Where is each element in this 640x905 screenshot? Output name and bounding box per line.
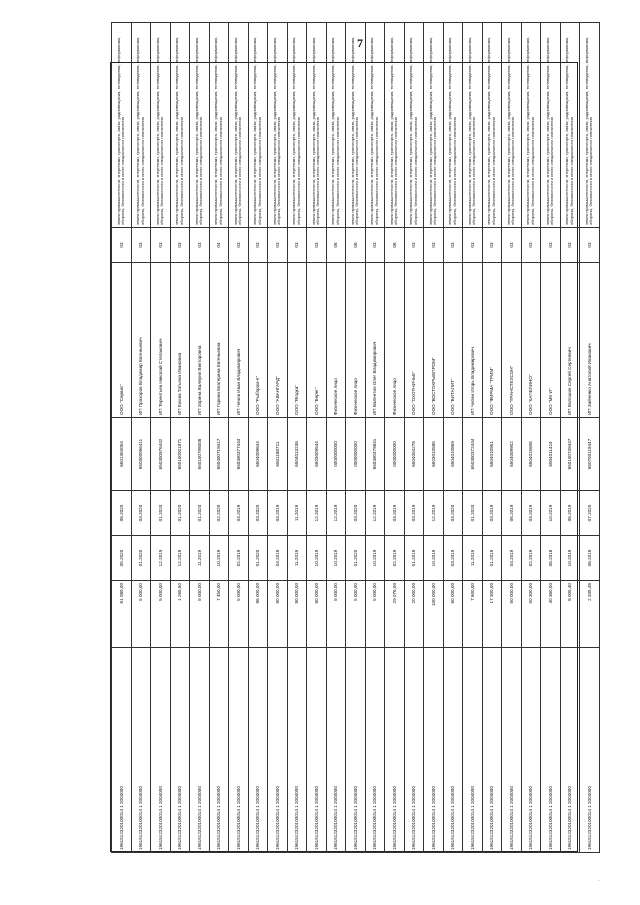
cell-area: 20 000,00: [404, 581, 424, 648]
cell-date-end: 01.2020: [151, 491, 171, 536]
cell-area: 80 000,00: [268, 581, 288, 648]
cell-cadastral-code: 1961512320100014 1 2004000: [326, 648, 346, 853]
cell-description: земли промышленности, энергетики, транспорта, связи, радиовещания, телевидения, информатики, обороны, безопасности и иного специального назначения: [580, 23, 600, 228]
cell-description: земли промышленности, энергетики, транспорта, связи, радиовещания, телевидения, информатики, обороны, безопасности и иного специального назначения: [287, 23, 307, 228]
cell-description: земли промышленности, энергетики, транспорта, связи, радиовещания, телевидения, информатики, обороны, безопасности и иного специального назначения: [268, 23, 288, 228]
cell-owner: ООО "Берег": [307, 263, 327, 418]
table-row: [541, 23, 561, 853]
cell-area: 100 000,00: [424, 581, 444, 648]
cell-area: 5 000,00: [326, 581, 346, 648]
table-row: [443, 23, 463, 853]
cell-class: 06: [346, 228, 366, 263]
cell-cadastral-code: 1961512320100014 1 2004000: [248, 648, 268, 853]
table-row: [307, 23, 327, 853]
cell-date-end: 04.2019: [229, 491, 249, 536]
cell-date-start: 11.2019: [190, 536, 210, 581]
cell-date-start: 10.2019: [424, 536, 444, 581]
cell-inn: 6503010585: [424, 418, 444, 491]
cell-area: 5 000,00: [131, 581, 151, 648]
cell-description: земли промышленности, энергетики, транспорта, связи, радиовещания, телевидения, информатики, обороны, безопасности и иного специального назначения: [482, 23, 502, 228]
cell-class: 04: [209, 228, 229, 263]
table-row: [482, 23, 502, 853]
cell-date-end: 10.2019: [541, 491, 561, 536]
cell-cadastral-code: 1961512320100014 1 2004000: [170, 648, 190, 853]
cell-cadastral-code: 1961512320100014 1 2004000: [424, 648, 444, 853]
cell-owner: ООО "ТРАНСТЕХСОН": [502, 263, 522, 418]
cell-cadastral-code: 1961512320100014 1 2004000: [112, 648, 132, 853]
cell-description: земли промышленности, энергетики, транспорта, связи, радиовещания, телевидения, информатики, обороны, безопасности и иного специального назначения: [326, 23, 346, 228]
cell-description: земли промышленности, энергетики, транспорта, связи, радиовещания, телевидения, информатики, обороны, безопасности и иного специального назначения: [385, 23, 405, 228]
cell-class: 03: [287, 228, 307, 263]
cell-inn: 6504015806: [521, 418, 541, 491]
cell-date-end: 11.2019: [287, 491, 307, 536]
cell-date-end: 07.2020: [580, 491, 600, 536]
cell-date-start: 01.2020: [131, 536, 151, 581]
cell-date-end: 06.2019: [560, 491, 580, 536]
cell-owner: ИП Ежова Татьяна Ивановна: [170, 263, 190, 418]
cell-class: 03: [170, 228, 190, 263]
cell-owner: ООО "Сервис": [112, 263, 132, 418]
cell-class: 03: [151, 228, 171, 263]
cell-class: 03: [404, 228, 424, 263]
cell-area: 50 300,00: [521, 581, 541, 648]
cell-owner: ИП Прохоров Владимир Евгеньевич: [131, 263, 151, 418]
cell-area: 50 000,00: [502, 581, 522, 648]
cell-class: 03: [482, 228, 502, 263]
table-row: [424, 23, 444, 853]
cell-class: 03: [424, 228, 444, 263]
cell-cadastral-code: 1961512320100014 1 2004000: [307, 648, 327, 853]
table-row: [326, 23, 346, 853]
cell-date-end: 06.2020: [112, 491, 132, 536]
cell-area: 5 000,00: [346, 581, 366, 648]
cell-date-start: 10.2019: [307, 536, 327, 581]
cell-cadastral-code: 1961512320100014 1 2004000: [287, 648, 307, 853]
table-row: [131, 23, 151, 853]
cell-date-start: 01.2019: [404, 536, 424, 581]
cell-date-end: 12.2019: [326, 491, 346, 536]
cell-description: земли промышленности, энергетики, транспорта, связи, радиовещания, телевидения, информатики, обороны, безопасности и иного специального назначения: [151, 23, 171, 228]
cell-date-start: 06.2019: [580, 536, 600, 581]
cell-inn: 6501188721: [268, 418, 288, 491]
cell-description: земли промышленности, энергетики, транспорта, связи, радиовещания, телевидения, информатики, обороны, безопасности и иного специального назначения: [424, 23, 444, 228]
cell-date-start: 11.2019: [287, 536, 307, 581]
cell-owner: ООО "ОХОТНИЧЬЕ": [404, 263, 424, 418]
cell-cadastral-code: 1961512320100014 1 2004000: [385, 648, 405, 853]
cell-date-start: 12.2019: [151, 536, 171, 581]
cell-date-end: 01.2020: [463, 491, 483, 536]
cell-inn: 6504010869: [443, 418, 463, 491]
cell-cadastral-code: 1961512320100014 1 2004000: [580, 648, 600, 853]
cell-area: 7 450,00: [209, 581, 229, 648]
cell-class: 03: [502, 228, 522, 263]
cell-class: 03: [521, 228, 541, 263]
cell-description: земли промышленности, энергетики, транспорта, связи, радиовещания, телевидения, информатики, обороны, безопасности и иного специального назначения: [521, 23, 541, 228]
cell-cadastral-code: 1961512320100014 1 2004000: [463, 648, 483, 853]
cell-date-start: 01.2019: [482, 536, 502, 581]
cell-inn: 0000000000: [385, 418, 405, 491]
cell-date-end: 03.2019: [404, 491, 424, 536]
cell-cadastral-code: 1961512320100014 1 2004000: [268, 648, 288, 853]
cell-owner: ООО "ФИРМА "ТРИМ": [482, 263, 502, 418]
cell-date-end: 06.2019: [502, 491, 522, 536]
table-row: [268, 23, 288, 853]
cell-owner: ИП Ченов Иван Владимирович: [229, 263, 249, 418]
cell-cadastral-code: 1961512320100014 1 2004000: [365, 648, 385, 853]
cell-owner: ООО "МК-И": [541, 263, 561, 418]
rotated-table-frame: [110, 37, 594, 852]
cell-description: земли промышленности, энергетики, транспорта, связи, радиовещания, телевидения, информатики, обороны, безопасности и иного специального назначения: [112, 23, 132, 228]
cell-inn: 650400719417: [209, 418, 229, 491]
cell-date-end: 03.2019: [482, 491, 502, 536]
cell-area: 5 000,00: [365, 581, 385, 648]
cell-description: земли промышленности, энергетики, транспорта, связи, радиовещания, телевидения, информатики, обороны, безопасности и иного специального назначения: [443, 23, 463, 228]
cell-cadastral-code: 1961512320100014 1 2004000: [404, 648, 424, 853]
table-row: [560, 23, 580, 853]
cell-inn: 6504010951: [482, 418, 502, 491]
cell-class: 03: [131, 228, 151, 263]
cell-date-start: 03.2019: [443, 536, 463, 581]
cell-class: 03: [248, 228, 268, 263]
cell-owner: ООО "АВАНГАРД": [268, 263, 288, 418]
cell-description: земли промышленности, энергетики, транспорта, связи, радиовещания, телевидения, информатики, обороны, безопасности и иного специального назначения: [346, 23, 366, 228]
cell-class: 03: [190, 228, 210, 263]
cell-class: 03: [268, 228, 288, 263]
cell-area: 40 360,00: [541, 581, 561, 648]
cell-class: 06: [326, 228, 346, 263]
cell-class: 03: [541, 228, 561, 263]
table-row: [190, 23, 210, 853]
cell-inn: 650700119447: [580, 418, 600, 491]
cell-inn: 6504009844: [248, 418, 268, 491]
cell-description: земли промышленности, энергетики, транспорта, связи, радиовещания, телевидения, информатики, обороны, безопасности и иного специального назначения: [209, 23, 229, 228]
cell-area: 5 000,00: [190, 581, 210, 648]
table-row: [521, 23, 541, 853]
cell-area: 17 300,00: [482, 581, 502, 648]
cell-description: земли промышленности, энергетики, транспорта, связи, радиовещания, телевидения, информатики, обороны, безопасности и иного специального назначения: [131, 23, 151, 228]
cell-area: 5 000,00: [151, 581, 171, 648]
cell-inn: 6504004278: [404, 418, 424, 491]
cell-description: земли промышленности, энергетики, транспорта, связи, радиовещания, телевидения, информатики, обороны, безопасности и иного специального назначения: [541, 23, 561, 228]
cell-cadastral-code: 1961512320100014 1 2004000: [560, 648, 580, 853]
cell-owner: ООО "Рыбпром-К": [248, 263, 268, 418]
page-number: 7: [357, 36, 363, 50]
cell-description: земли промышленности, энергетики, транспорта, связи, радиовещания, телевидения, информатики, обороны, безопасности и иного специального назначения: [229, 23, 249, 228]
cell-area: 2 335,48: [580, 581, 600, 648]
cell-area: 8 005,40: [560, 581, 580, 648]
cell-area: 1 265,50: [170, 581, 190, 648]
cell-owner: ИП Волошин Сергей Сергеевич: [560, 263, 580, 418]
cell-date-start: 02.2019: [385, 536, 405, 581]
cell-date-end: 12.2019: [307, 491, 327, 536]
cell-owner: ООО "Ягодка": [287, 263, 307, 418]
cell-description: земли промышленности, энергетики, транспорта, связи, радиовещания, телевидения, информатики, обороны, безопасности и иного специального назначения: [404, 23, 424, 228]
cell-inn: 0000000000: [326, 418, 346, 491]
cell-inn: 650300479841: [365, 418, 385, 491]
cell-description: земли промышленности, энергетики, транспорта, связи, радиовещания, телевидения, информатики, обороны, безопасности и иного специального назначения: [365, 23, 385, 228]
cell-inn: 6504009902: [502, 418, 522, 491]
cell-cadastral-code: 1961512320100014 1 2004000: [482, 648, 502, 853]
cell-date-end: 01.2020: [170, 491, 190, 536]
cell-date-start: 12.2019: [170, 536, 190, 581]
cell-date-start: 11.2019: [463, 536, 483, 581]
cell-inn: 650100749447: [560, 418, 580, 491]
cell-date-start: 04.2019: [502, 536, 522, 581]
table-row: [385, 23, 405, 853]
cell-area: 60 000,00: [443, 581, 463, 648]
cell-cadastral-code: 1961512320100014 1 2004000: [443, 648, 463, 853]
cell-date-start: 01.2020: [248, 536, 268, 581]
cell-owner: Физическое лицо: [326, 263, 346, 418]
cell-description: земли промышленности, энергетики, транспорта, связи, радиовещания, телевидения, информатики, обороны, безопасности и иного специального назначения: [307, 23, 327, 228]
rotated-table-container: [111, 37, 594, 853]
cell-date-end: 02.2020: [209, 491, 229, 536]
cell-description: земли промышленности, энергетики, транспорта, связи, радиовещания, телевидения, информатики, обороны, безопасности и иного специального назначения: [560, 23, 580, 228]
cell-date-end: 03.2020: [248, 491, 268, 536]
cell-owner: ИП Зорина Валерия Викторовна: [190, 263, 210, 418]
table-row: [170, 23, 190, 853]
table-row: [502, 23, 522, 853]
cell-class: 03: [463, 228, 483, 263]
cell-cadastral-code: 1961512320100014 1 2004000: [209, 648, 229, 853]
cell-area: 80 000,00: [307, 581, 327, 648]
cell-date-end: 12.2019: [365, 491, 385, 536]
cell-date-start: 02.2019: [229, 536, 249, 581]
cell-date-start: 10.2019: [326, 536, 346, 581]
cell-inn: 650300377444: [229, 418, 249, 491]
table-row: [151, 23, 171, 853]
scan-mark: ·: [598, 878, 600, 884]
cell-inn: 6504011424: [541, 418, 561, 491]
cell-area: 61 089,00: [112, 581, 132, 648]
cell-inn: 650100001871: [170, 418, 190, 491]
cell-inn: 650300976442: [151, 418, 171, 491]
cell-date-end: 03.2020: [131, 491, 151, 536]
cell-owner: ООО "КАПЕЛИНО": [521, 263, 541, 418]
table-row: [209, 23, 229, 853]
cell-area: 5 000,00: [229, 581, 249, 648]
cell-area: 29 076,00: [385, 581, 405, 648]
cell-date-start: 01.2020: [346, 536, 366, 581]
cell-cadastral-code: 1961512320100014 1 2004000: [190, 648, 210, 853]
cell-date-start: 06.2018: [541, 536, 561, 581]
table-row: [404, 23, 424, 853]
cell-class: 03: [229, 228, 249, 263]
cell-owner: ИП Чипан Игорь Владимирович: [463, 263, 483, 418]
table-row: [112, 23, 132, 853]
cell-date-end: 04.2020: [443, 491, 463, 536]
cell-inn: 0000000000: [346, 418, 366, 491]
table-body: [112, 23, 600, 853]
cell-owner: Физическое лицо: [385, 263, 405, 418]
table-row: [365, 23, 385, 853]
cell-description: земли промышленности, энергетики, транспорта, связи, радиовещания, телевидения, информатики, обороны, безопасности и иного специального назначения: [170, 23, 190, 228]
cell-date-end: 04.2019: [521, 491, 541, 536]
cell-description: земли промышленности, энергетики, транспорта, связи, радиовещания, телевидения, информатики, обороны, безопасности и иного специального назначения: [502, 23, 522, 228]
table-row: [229, 23, 249, 853]
cell-inn: 650300372444: [463, 418, 483, 491]
cell-inn: 650300956411: [131, 418, 151, 491]
land-plots-table: [111, 22, 600, 853]
cell-date-start: 04.2019: [268, 536, 288, 581]
cell-description: земли промышленности, энергетики, транспорта, связи, радиовещания, телевидения, информатики, обороны, безопасности и иного специального назначения: [463, 23, 483, 228]
cell-date-end: 04.2019: [385, 491, 405, 536]
cell-description: земли промышленности, энергетики, транспорта, связи, радиовещания, телевидения, информатики, обороны, безопасности и иного специального назначения: [248, 23, 268, 228]
cell-cadastral-code: 1961512320100014 1 2004000: [346, 648, 366, 853]
cell-area: 7 600,00: [463, 581, 483, 648]
table-row: [346, 23, 366, 853]
cell-cadastral-code: 1961512320100014 1 2004000: [541, 648, 561, 853]
cell-owner: ООО "ВИТАЛИТ": [443, 263, 463, 418]
cell-inn: 650100798008: [190, 418, 210, 491]
cell-cadastral-code: 1961512320100014 1 2004000: [151, 648, 171, 853]
cell-area: 80 000,00: [287, 581, 307, 648]
cell-area: 86 000,00: [248, 581, 268, 648]
cell-date-start: 05.2020: [112, 536, 132, 581]
cell-cadastral-code: 1961512320100014 1 2004000: [521, 648, 541, 853]
cell-date-end: 03.2020: [346, 491, 366, 536]
cell-class: 03: [443, 228, 463, 263]
cell-cadastral-code: 1961512320100014 1 2004000: [229, 648, 249, 853]
cell-date-end: 01.2020: [190, 491, 210, 536]
cell-inn: 6503009544: [307, 418, 327, 491]
cell-date-start: 10.2019: [209, 536, 229, 581]
cell-date-end: 04.2019: [268, 491, 288, 536]
cell-owner: ИП Горина Екатерина Евгеньевна: [209, 263, 229, 418]
cell-class: 03: [307, 228, 327, 263]
cell-owner: ИП Валентин Олег Владимирович: [365, 263, 385, 418]
cell-class: 03: [365, 228, 385, 263]
cell-date-start: 02.2019: [521, 536, 541, 581]
cell-cadastral-code: 1961512320100014 1 2004000: [502, 648, 522, 853]
cell-date-start: 10.2019: [560, 536, 580, 581]
cell-owner: ИП Зайченко Анатолий Иванович: [580, 263, 600, 418]
cell-owner: ИП Терентьев Николай Степанович: [151, 263, 171, 418]
cell-inn: 6501304054: [112, 418, 132, 491]
cell-class: 03: [112, 228, 132, 263]
table-row: [580, 23, 600, 853]
table-row: [287, 23, 307, 853]
cell-date-end: 12.2019: [424, 491, 444, 536]
cell-date-start: 10.2019: [365, 536, 385, 581]
cell-class: 03: [560, 228, 580, 263]
table-row: [248, 23, 268, 853]
cell-inn: 6504013236: [287, 418, 307, 491]
cell-description: земли промышленности, энергетики, транспорта, связи, радиовещания, телевидения, информатики, обороны, безопасности и иного специального назначения: [190, 23, 210, 228]
table-row: [463, 23, 483, 853]
cell-class: 06: [385, 228, 405, 263]
cell-owner: Физическое лицо: [346, 263, 366, 418]
cell-owner: ООО "ВОСТОКРЫБПРОМ": [424, 263, 444, 418]
cell-cadastral-code: 1961512320100014 1 2004000: [131, 648, 151, 853]
cell-class: 03: [580, 228, 600, 263]
